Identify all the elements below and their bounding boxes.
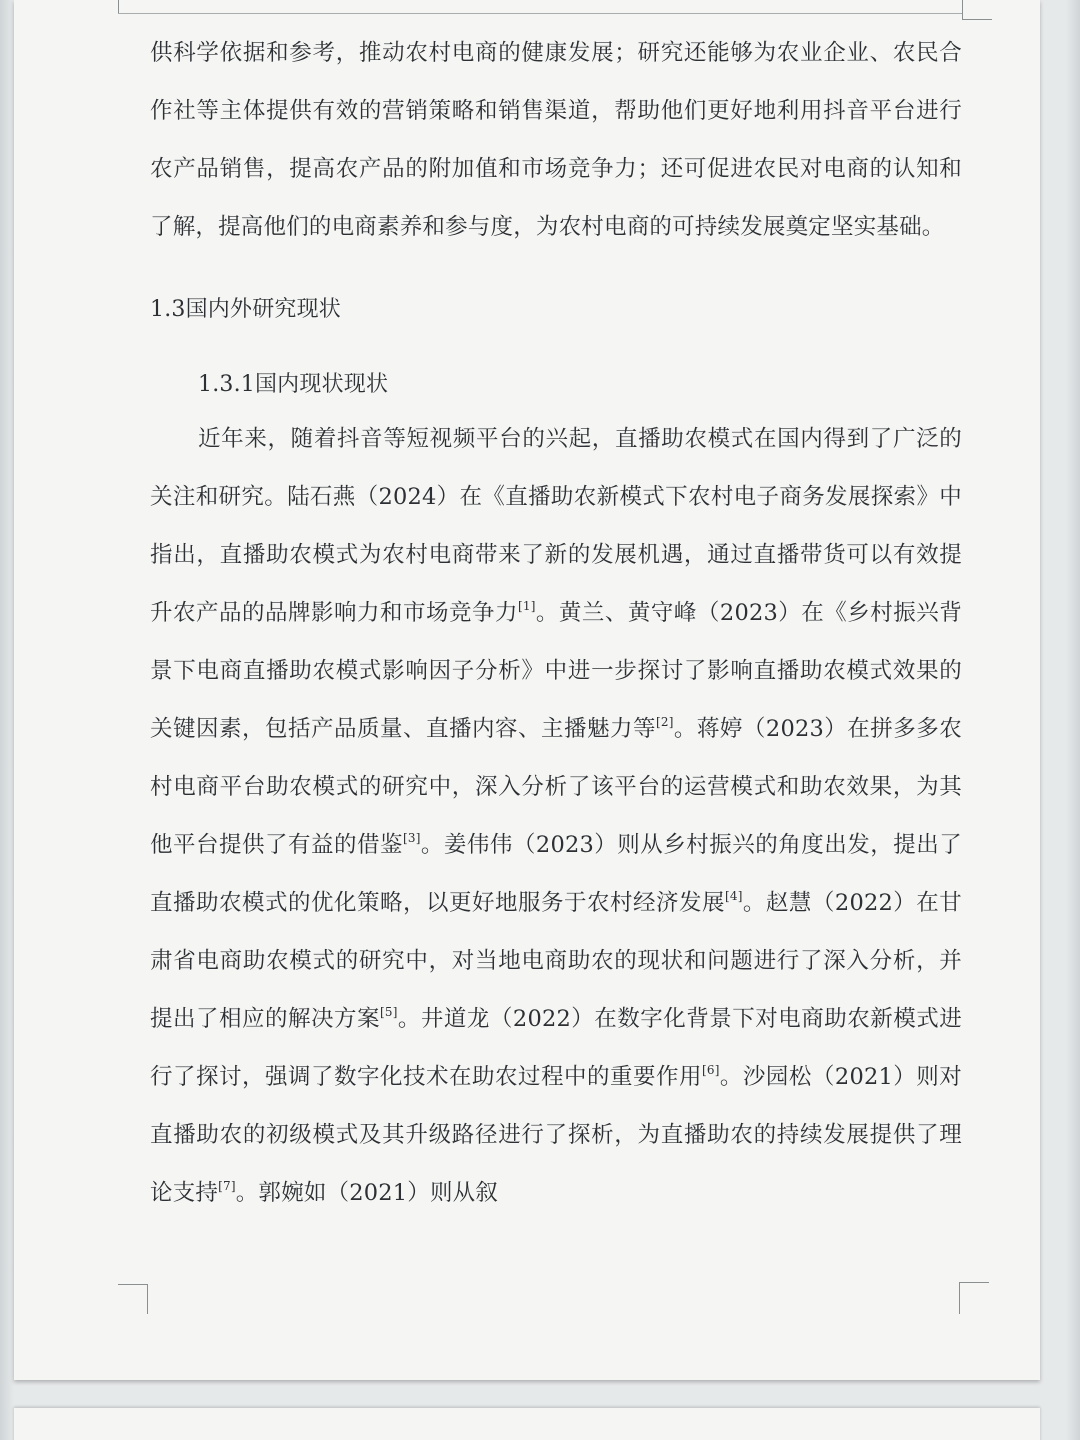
citation-3[interactable]: [3] [403,831,421,845]
crop-mark-top-left [118,0,119,14]
body-paragraph [150,410,962,1222]
crop-mark-bottom-right-h [959,1282,989,1283]
citation-5[interactable]: [5] [380,1005,398,1019]
intro-paragraph: 供科学依据和参考，推动农村电商的健康发展；研究还能够为农业企业、农民合作社等主体提供有效的营销策略和销售渠道，帮助他们更好地利用抖音平台进行农产品销售，提高农产品的附加值和市场竞争力；还可促进农民对电商的认知和了解，提高他们的电商素养和参与度，为农村电商的可持续发展奠定坚实基础。 [150,40,962,240]
sentence-7: 。沙园松（2021）则对直播助农的初级模式及其升级路径进行了探析，为直播助农的持续发展提供了理论支持 [150,1064,962,1206]
page-top-margin-line [118,13,963,14]
citation-2[interactable]: [2] [656,715,674,729]
crop-mark-top-right-h [962,19,992,20]
citation-1[interactable]: [1] [518,599,536,613]
sentence-2: 。黄兰、黄守峰（2023）在《乡村振兴背景下电商直播助农模式影响因子分析》中进一步探讨了影响直播助农模式效果的关键因素，包括产品质量、直播内容、主播魅力等 [150,600,962,742]
sentence-6: 。井道龙（2022）在数字化背景下对电商助农新模式进行了探讨，强调了数字化技术在助农过程中的重要作用 [150,1006,962,1090]
sentence-1: 近年来，随着抖音等短视频平台的兴起，直播助农模式在国内得到了广泛的关注和研究。陆石燕（2024）在《直播助农新模式下农村电子商务发展探索》中指出，直播助农模式为农村电商带来了新的发展机遇，通过直播带货可以有效提升农产品的品牌影响力和市场竞争力 [150,426,962,626]
sentence-5: 。赵慧（2022）在甘肃省电商助农模式的研究中，对当地电商助农的现状和问题进行了深入分析，并提出了相应的解决方案 [150,890,962,1032]
crop-mark-top-right [962,0,963,20]
citation-6[interactable]: [6] [702,1063,720,1077]
document-page [14,0,1040,1380]
sentence-8: 。郭婉如（2021）则从叙 [235,1180,499,1206]
section-heading: 1.3国内外研究现状 [150,297,341,322]
document-body[interactable] [150,24,962,1222]
next-document-page [14,1408,1040,1440]
citation-7[interactable]: [7] [218,1179,236,1193]
sentence-3: 。蒋婷（2023）在拼多多农村电商平台助农模式的研究中，深入分析了该平台的运营模式和助农效果，为其他平台提供了有益的借鉴 [150,716,962,858]
sentence-4: 。姜伟伟（2023）则从乡村振兴的角度出发，提出了直播助农模式的优化策略，以更好地服务于农村经济发展 [150,832,963,916]
crop-mark-bottom-left-h [118,1284,148,1285]
citation-4[interactable]: [4] [725,889,743,903]
crop-mark-bottom-left [147,1284,148,1314]
subsection-heading: 1.3.1国内现状现状 [198,372,389,397]
crop-mark-bottom-right [959,1282,960,1314]
